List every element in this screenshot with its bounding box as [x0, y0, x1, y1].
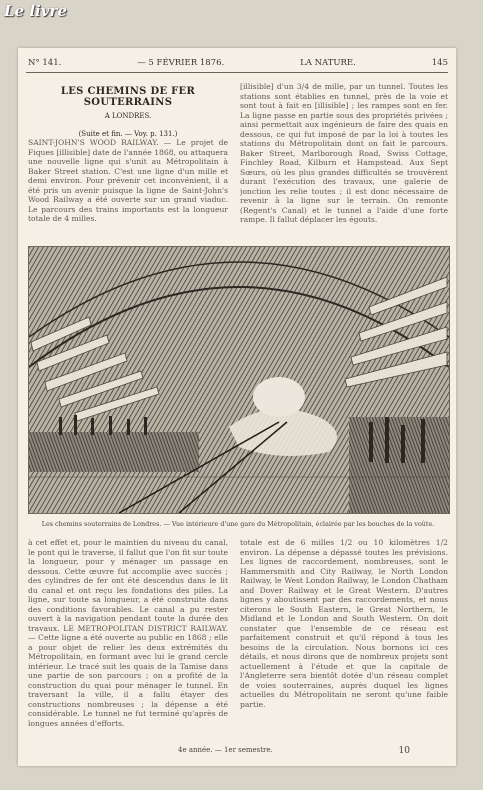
issue-number: N° 141.	[28, 58, 62, 68]
column-bottom-right	[240, 538, 448, 738]
station-engraving	[29, 247, 449, 513]
running-head	[28, 58, 448, 68]
paragraph: [illisible] d'un 3/4 de mille, par un tunnel. Toutes les stations sont établies en tunnel, près de la voie et sont tout à fait en [illisible] ; les rampes sont en fer. La ligne passe en partie sous des propriétés privées ; ainsi permettait aux ingénieurs de faire des quais en dessous, ce qui fut imposé de par la loi à toutes les stations du Métropolitain dont on fait le parcours. Baker Street, Marlborough Road, Swiss Cottage, Finchley Road, Kilburn et Hampstead. Aux Sept Sœurs, où les plus grandes difficultés se trouvèrent durant l'exécution des travaux, une galerie de jonction les relie toutes ; il est donc nécessaire de revenir à la ligne sur le terrain. On remonte (Regent's Canal) et le tunnel a l'aide d'une forte rampe. Il fallut déplacer les égouts.	[240, 82, 448, 224]
issue-date: — 5 FÉVRIER 1876.	[137, 58, 225, 68]
footer-journal: 4e année. — 1er semestre.	[178, 746, 273, 754]
article-subtitle: A LONDRES.	[104, 112, 152, 120]
signature-mark: 10	[398, 746, 410, 756]
article-continuation: (Suite et fin. — Voy. p. 131.)	[78, 130, 178, 138]
engraving-illustration	[28, 246, 450, 514]
column-top-left	[28, 138, 228, 238]
article-title: LES CHEMINS DE FER SOUTERRAINS	[60, 86, 196, 108]
watermark-logo: Le livre	[4, 2, 67, 20]
paragraph: totale est de 6 milles 1/2 ou 10 kilomètres 1/2 environ. La dépense a dépassé toutes les prévisions. Les lignes de raccordement, nombreuses, sont le Hammersmith and City Railway, le North London Railway, le West London Railway, le London Chatham and Dover Railway et le Great Western. D'autres lignes y aboutissent par des raccordements, et nous citerons le South Eastern, le Great Northern, le Midland et le London and South Western. On doit constater que l'ensemble de ce réseau est parfaitement construit et qu'il répond à tous les besoins de la circulation. Nous bornons ici ces détails, et nous dirons que de nombreux projets sont actuellement à l'étude et que la capitale de l'Angleterre sera bientôt dotée d'un réseau complet de voies souterraines, auprès duquel les lignes actuelles du Métropolitain ne seront qu'une faible partie.	[240, 538, 448, 709]
article-heading	[28, 86, 228, 138]
journal-name: LA NATURE.	[300, 58, 356, 68]
paragraph: SAINT-JOHN'S WOOD RAILWAY. — Le projet de Fiques [illisible] date de l'année 1868, ou attaquera une nouvelle ligne qui s'unit au Métropolitain à Baker Street station. C'est une ligne d'un mille et demi environ. Pour prévenir cet inconvénient, il a été pris un avenir puisque la ligne de Saint-John's Wood Railway a été ouverte sur un grand viaduc. Le parcours des trains importants est la longueur totale de 4 milles.	[28, 138, 228, 223]
header-rule	[26, 72, 448, 73]
page-number: 145	[431, 58, 448, 68]
column-bottom-left	[28, 538, 228, 738]
scanned-page	[18, 48, 456, 766]
paragraph: à cet effet et, pour le maintien du niveau du canal, le pont qui le traverse, il fallut que l'on fit sur toute la longueur, pour y ménager un passage en dessous. Cette œuvre fut accomplie avec succès ; des cylindres de fer ont été descendus dans le lit du canal et ont reçu les fondations des piles. La ligne, sur toute sa longueur, a été construite dans des conditions favorables. Le canal a pu rester ouvert à la navigation pendant toute la durée des travaux. LE METROPOLITAN DISTRICT RAILWAY. — Cette ligne a été ouverte au public en 1868 ; elle a pour objet de relier les deux extrémités du Métropolitain, en formant avec lui le grand cercle intérieur. Le tracé suit les quais de la Tamise dans une partie de son parcours ; on a profité de la construction du quai pour ménager le tunnel. En traversant la ville, il a fallu étayer des constructions nombreuses ; la dépense a été considérable. Le tunnel ne fut terminé qu'après de longues années d'efforts.	[28, 538, 228, 728]
figure-caption: Les chemins souterrains de Londres. — Vue intérieure d'une gare du Métropolitain, éclairée par les bouches de la voûte.	[41, 520, 435, 528]
column-top-right	[240, 82, 448, 238]
